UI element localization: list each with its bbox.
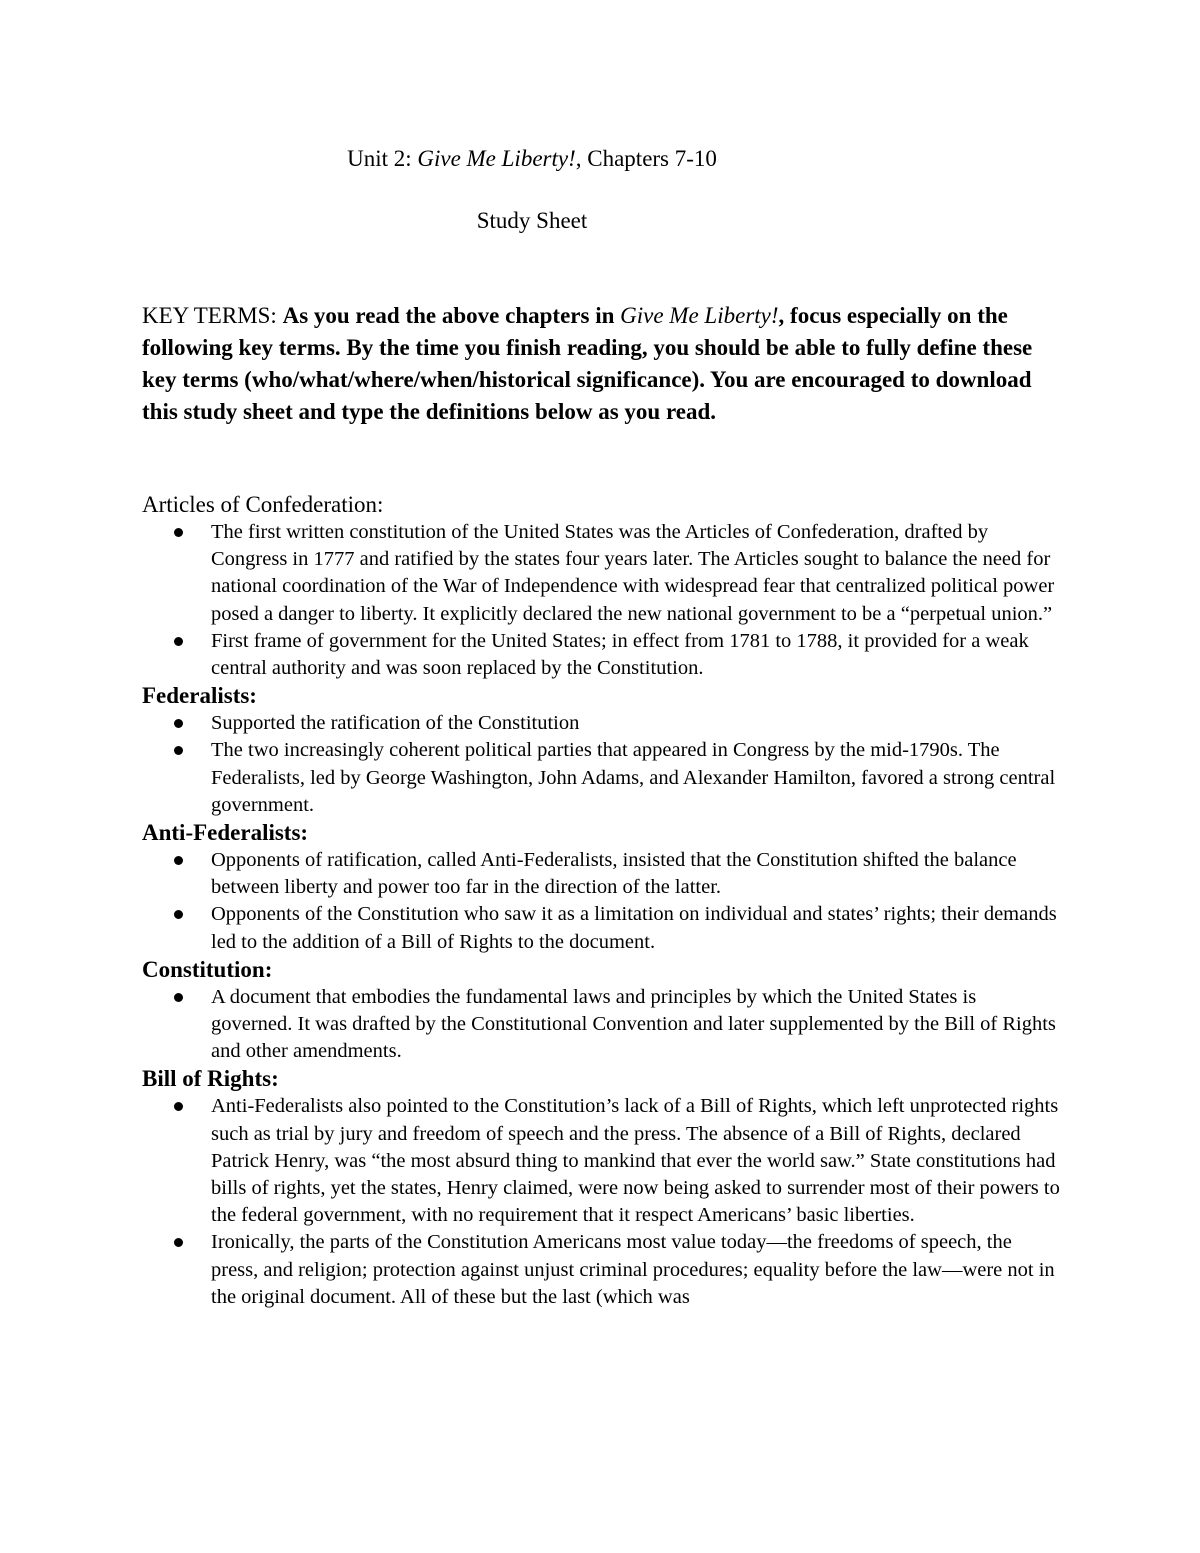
document-subtitle: Study Sheet — [476, 208, 588, 233]
bullet-icon — [174, 993, 183, 1002]
term-bill-of-rights — [142, 1065, 1062, 1311]
definition-text: Opponents of the Constitution who saw it as a limitation on individual and states’ rights; their demands led to the addition of a Bill of Rights to the document. — [211, 903, 1057, 953]
term-articles-of-confederation — [142, 491, 1062, 682]
bullet-icon — [174, 719, 183, 728]
definition-list — [142, 847, 1062, 956]
title-book: Give Me Liberty! — [417, 146, 576, 171]
terms-list — [142, 491, 1062, 1311]
bullet-icon — [174, 746, 183, 755]
definition-item — [142, 1229, 1062, 1311]
term-heading: Constitution: — [142, 956, 273, 982]
term-federalists — [142, 682, 1062, 819]
title-suffix: , Chapters 7-10 — [575, 146, 717, 171]
definition-list — [142, 519, 1062, 682]
definition-text: Opponents of ratification, called Anti-Federalists, insisted that the Constitution shifted the balance between liberty and power too far in the direction of the latter. — [211, 849, 1017, 899]
intro-book: Give Me Liberty! — [620, 303, 779, 328]
intro-text-a: As you read the above chapters in — [282, 303, 621, 328]
bullet-icon — [174, 1102, 183, 1111]
bullet-icon — [174, 528, 183, 537]
definition-list — [142, 1093, 1062, 1311]
intro-lead: KEY TERMS: — [142, 303, 283, 328]
definition-item — [142, 519, 1062, 628]
term-anti-federalists — [142, 819, 1062, 956]
term-heading: Bill of Rights: — [142, 1066, 279, 1092]
intro-text-b: , focus especially on the following key terms. By the time you finish reading, you should be able to fully define these key terms (who/what/where/when/historical significance). You are encouraged to download this study sheet and type the definitions below as you read. — [142, 303, 1033, 424]
definition-text: Anti-Federalists also pointed to the Constitution’s lack of a Bill of Rights, which left unprotected rights such as trial by jury and freedom of speech and the press. The absence of a Bill of Rights, declared Patrick Henry, was “the most absurd thing to mankind that ever the world saw.” State constitutions had bills of rights, yet the states, Henry claimed, were now being asked to surrender most of their powers to the federal government, with no requirement that it respect Americans’ basic liberties. — [211, 1095, 1060, 1227]
definition-text: First frame of government for the United States; in effect from 1781 to 1788, it provided for a weak central authority and was soon replaced by the Constitution. — [211, 629, 1029, 680]
definition-list — [142, 984, 1062, 1066]
bullet-icon — [174, 856, 183, 865]
term-heading: Articles of Confederation: — [142, 492, 384, 517]
definition-text: Supported the ratification of the Constitution — [211, 712, 580, 735]
bullet-icon — [174, 1238, 183, 1247]
definition-list — [142, 710, 1062, 819]
definition-text: A document that embodies the fundamental laws and principles by which the United States is governed. It was drafted by the Constitutional Convention and later supplemented by the Bill of Rights and other amendments. — [211, 985, 1056, 1063]
definition-item — [142, 710, 1062, 737]
definition-item — [142, 901, 1062, 955]
term-heading: Anti-Federalists: — [142, 820, 309, 846]
bullet-icon — [174, 910, 183, 919]
term-constitution — [142, 956, 1062, 1066]
definition-text: The two increasingly coherent political parties that appeared in Congress by the mid-1790s. The Federalists, led by George Washington, John Adams, and Alexander Hamilton, favored a strong central government. — [211, 739, 1056, 816]
definition-item — [142, 628, 1062, 682]
definition-item — [142, 737, 1062, 819]
bullet-icon — [174, 637, 183, 646]
definition-text: The first written constitution of the United States was the Articles of Confederation, drafted by Congress in 1777 and ratified by the states four years later. The Articles sought to balance the need for national coordination of the War of Independence with widespread fear that centralized political power posed a danger to liberty. It explicitly declared the new national government to be a “perpetual union.” — [211, 521, 1055, 625]
title-prefix: Unit 2: — [347, 146, 418, 171]
definition-item — [142, 984, 1062, 1066]
document-title — [142, 143, 922, 175]
term-heading: Federalists: — [142, 683, 257, 709]
key-terms-intro — [142, 300, 1042, 428]
definition-item — [142, 1093, 1062, 1229]
definition-text: Ironically, the parts of the Constitution Americans most value today—the freedoms of speech, the press, and religion; protection against unjust criminal procedures; equality before the law—were not in the original document. All of these but the last (which was — [211, 1231, 1055, 1308]
definition-item — [142, 847, 1062, 901]
